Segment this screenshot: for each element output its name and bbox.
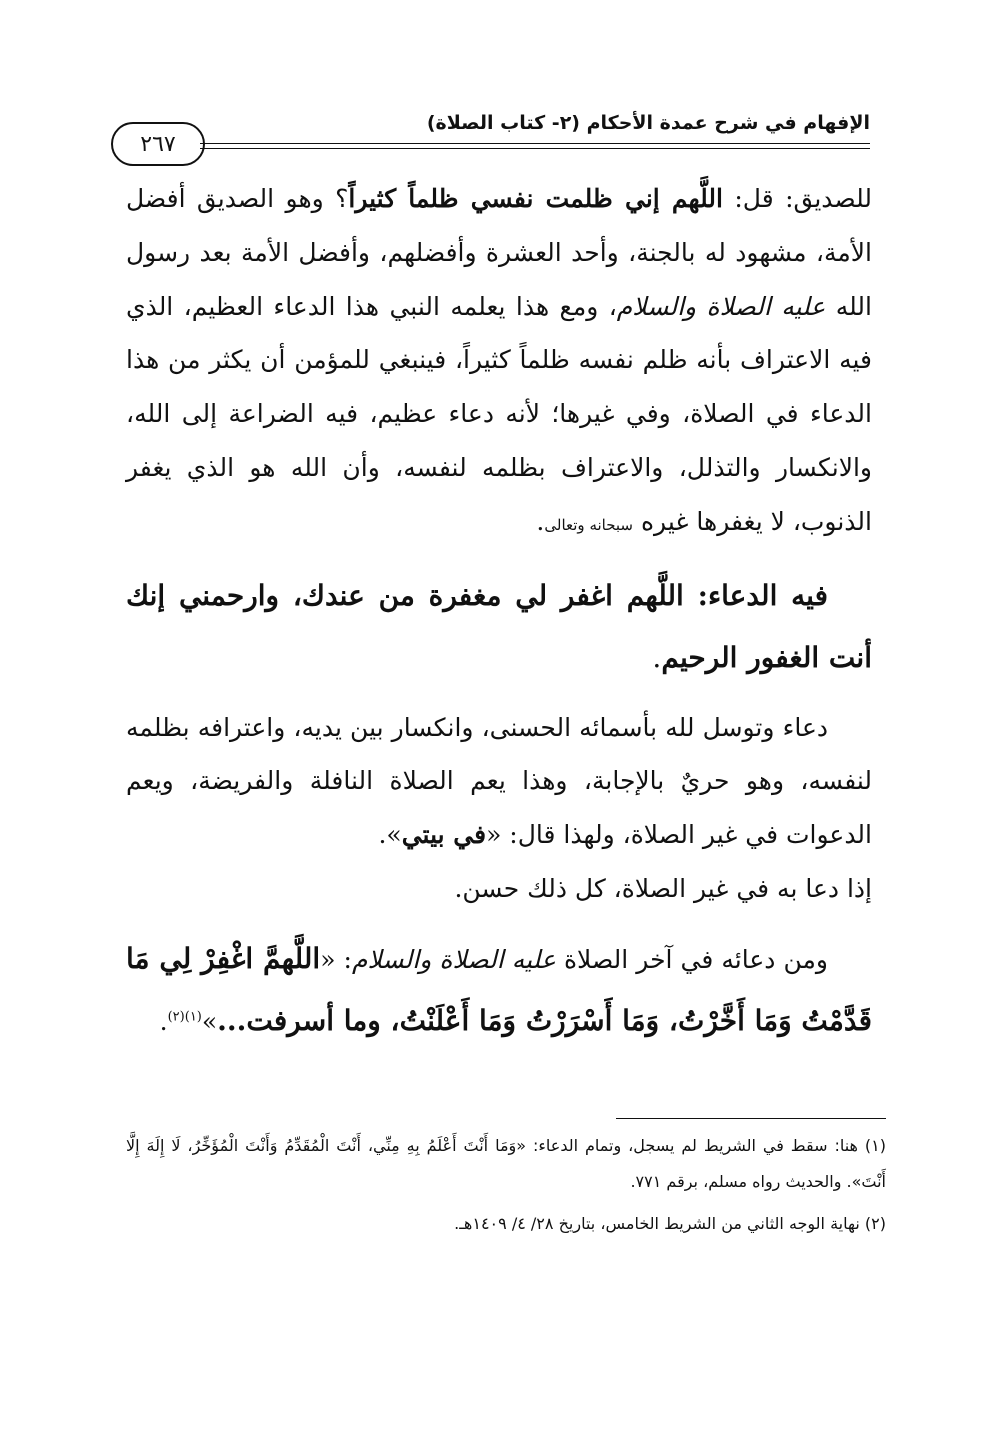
text-run-bold: اللَّهمَّ اغْفِرْ لِي مَا قَدَّمْتُ وَمَا أَخَّرْتُ، وَمَا أَسْرَرْتُ وَمَا أَعْلَنْتُ، وما أسرفت... bbox=[126, 941, 872, 1037]
footnotes bbox=[126, 1128, 886, 1248]
header-rule-top bbox=[200, 143, 870, 144]
text-run: ». bbox=[378, 820, 402, 850]
footnote-1 bbox=[126, 1128, 886, 1200]
header-rule-bottom bbox=[200, 148, 870, 149]
text-run: ومن دعائه في آخر الصلاة bbox=[555, 944, 828, 974]
footnote-ref-1[interactable]: (١) bbox=[184, 1009, 202, 1025]
text-run: ، ومع هذا يعلمه النبي هذا الدعاء العظيم، الذي فيه الاعتراف بأنه ظلم نفسه ظلماً كثيراً، فينبغي للمؤمن أن يكثر من هذا الدعاء في الصلاة، وفي غيرها؛ لأنه دعاء عظيم، فيه الضراعة إلى الله، والانكسار والتذلل، والاعتراف بظلمه لنفسه، وأن الله هو الذي يغفر الذنوب، لا يغفرها غيره bbox=[126, 291, 872, 536]
paragraph-2-heading bbox=[126, 565, 872, 689]
text-run-italic: عليه الصلاة والسلام bbox=[351, 944, 556, 974]
text-run-italic: عليه الصلاة والسلام bbox=[616, 291, 826, 321]
body-text bbox=[126, 172, 872, 1052]
paragraph-1 bbox=[126, 172, 872, 553]
text-run: . bbox=[536, 506, 545, 536]
text-run: للصديق: قل: bbox=[722, 184, 872, 213]
text-run: . bbox=[652, 640, 662, 674]
text-run: دعاء وتوسل لله بأسمائه الحسنى، وانكسار بين يديه، واعترافه بظلمه لنفسه، وهو حريٌ بالإجابة، وهذا يعم الصلاة النافلة والفريضة، ويعم الدعوات في غير الصلاة، ولهذا قال: « bbox=[126, 712, 872, 850]
blessing-glyph: سبحانه وتعالى bbox=[544, 515, 634, 534]
text-run-bold: فيه الدعاء: اللَّهم اغفر لي مغفرة من عندك، وارحمني إنك أنت الغفور الرحيم bbox=[126, 578, 872, 674]
text-run: : « bbox=[320, 944, 352, 974]
page-number: ٢٦٧ bbox=[111, 122, 205, 166]
footnote-separator bbox=[616, 1118, 886, 1119]
footnote-ref-2[interactable]: (٢) bbox=[167, 1009, 185, 1025]
paragraph-4: إذا دعا به في غير الصلاة، كل ذلك حسن. bbox=[454, 873, 872, 903]
text-run: . bbox=[159, 1006, 168, 1036]
running-header-title: الإفهام في شرح عمدة الأحكام (٢- كتاب الصلاة) bbox=[426, 112, 870, 134]
text-run-bold: في بيتي bbox=[401, 820, 487, 850]
footnote-text: والحديث رواه مسلم، برقم ٧٧١. bbox=[630, 1172, 847, 1191]
footnote-2: (٢) نهاية الوجه الثاني من الشريط الخامس، بتاريخ ٢٨/ ٤/ ١٤٠٩هـ. bbox=[454, 1214, 886, 1233]
text-run: » bbox=[201, 1006, 218, 1036]
footnote-text: (١) هنا: سقط في الشريط لم يسجل، وتمام الدعاء: «وَمَا أَنْتَ أَعْلَمُ بِهِ مِنِّي، أَنْتَ الْمُقَدِّمُ وَأَنْتَ الْمُؤَخِّرُ، لَا إِلَهَ إِلَّا أَنْتَ». bbox=[126, 1136, 886, 1191]
text-run: ؟ وهو الصديق أفضل الأمة، مشهود له بالجنة، وأحد العشرة وأفضلهم، وأفضل الأمة بعد رسول الله bbox=[126, 184, 872, 321]
paragraph-5 bbox=[126, 928, 872, 1052]
text-run-bold: اللَّهم إني ظلمت نفسي ظلماً كثيراً bbox=[348, 184, 723, 213]
paragraph-3 bbox=[126, 701, 872, 862]
